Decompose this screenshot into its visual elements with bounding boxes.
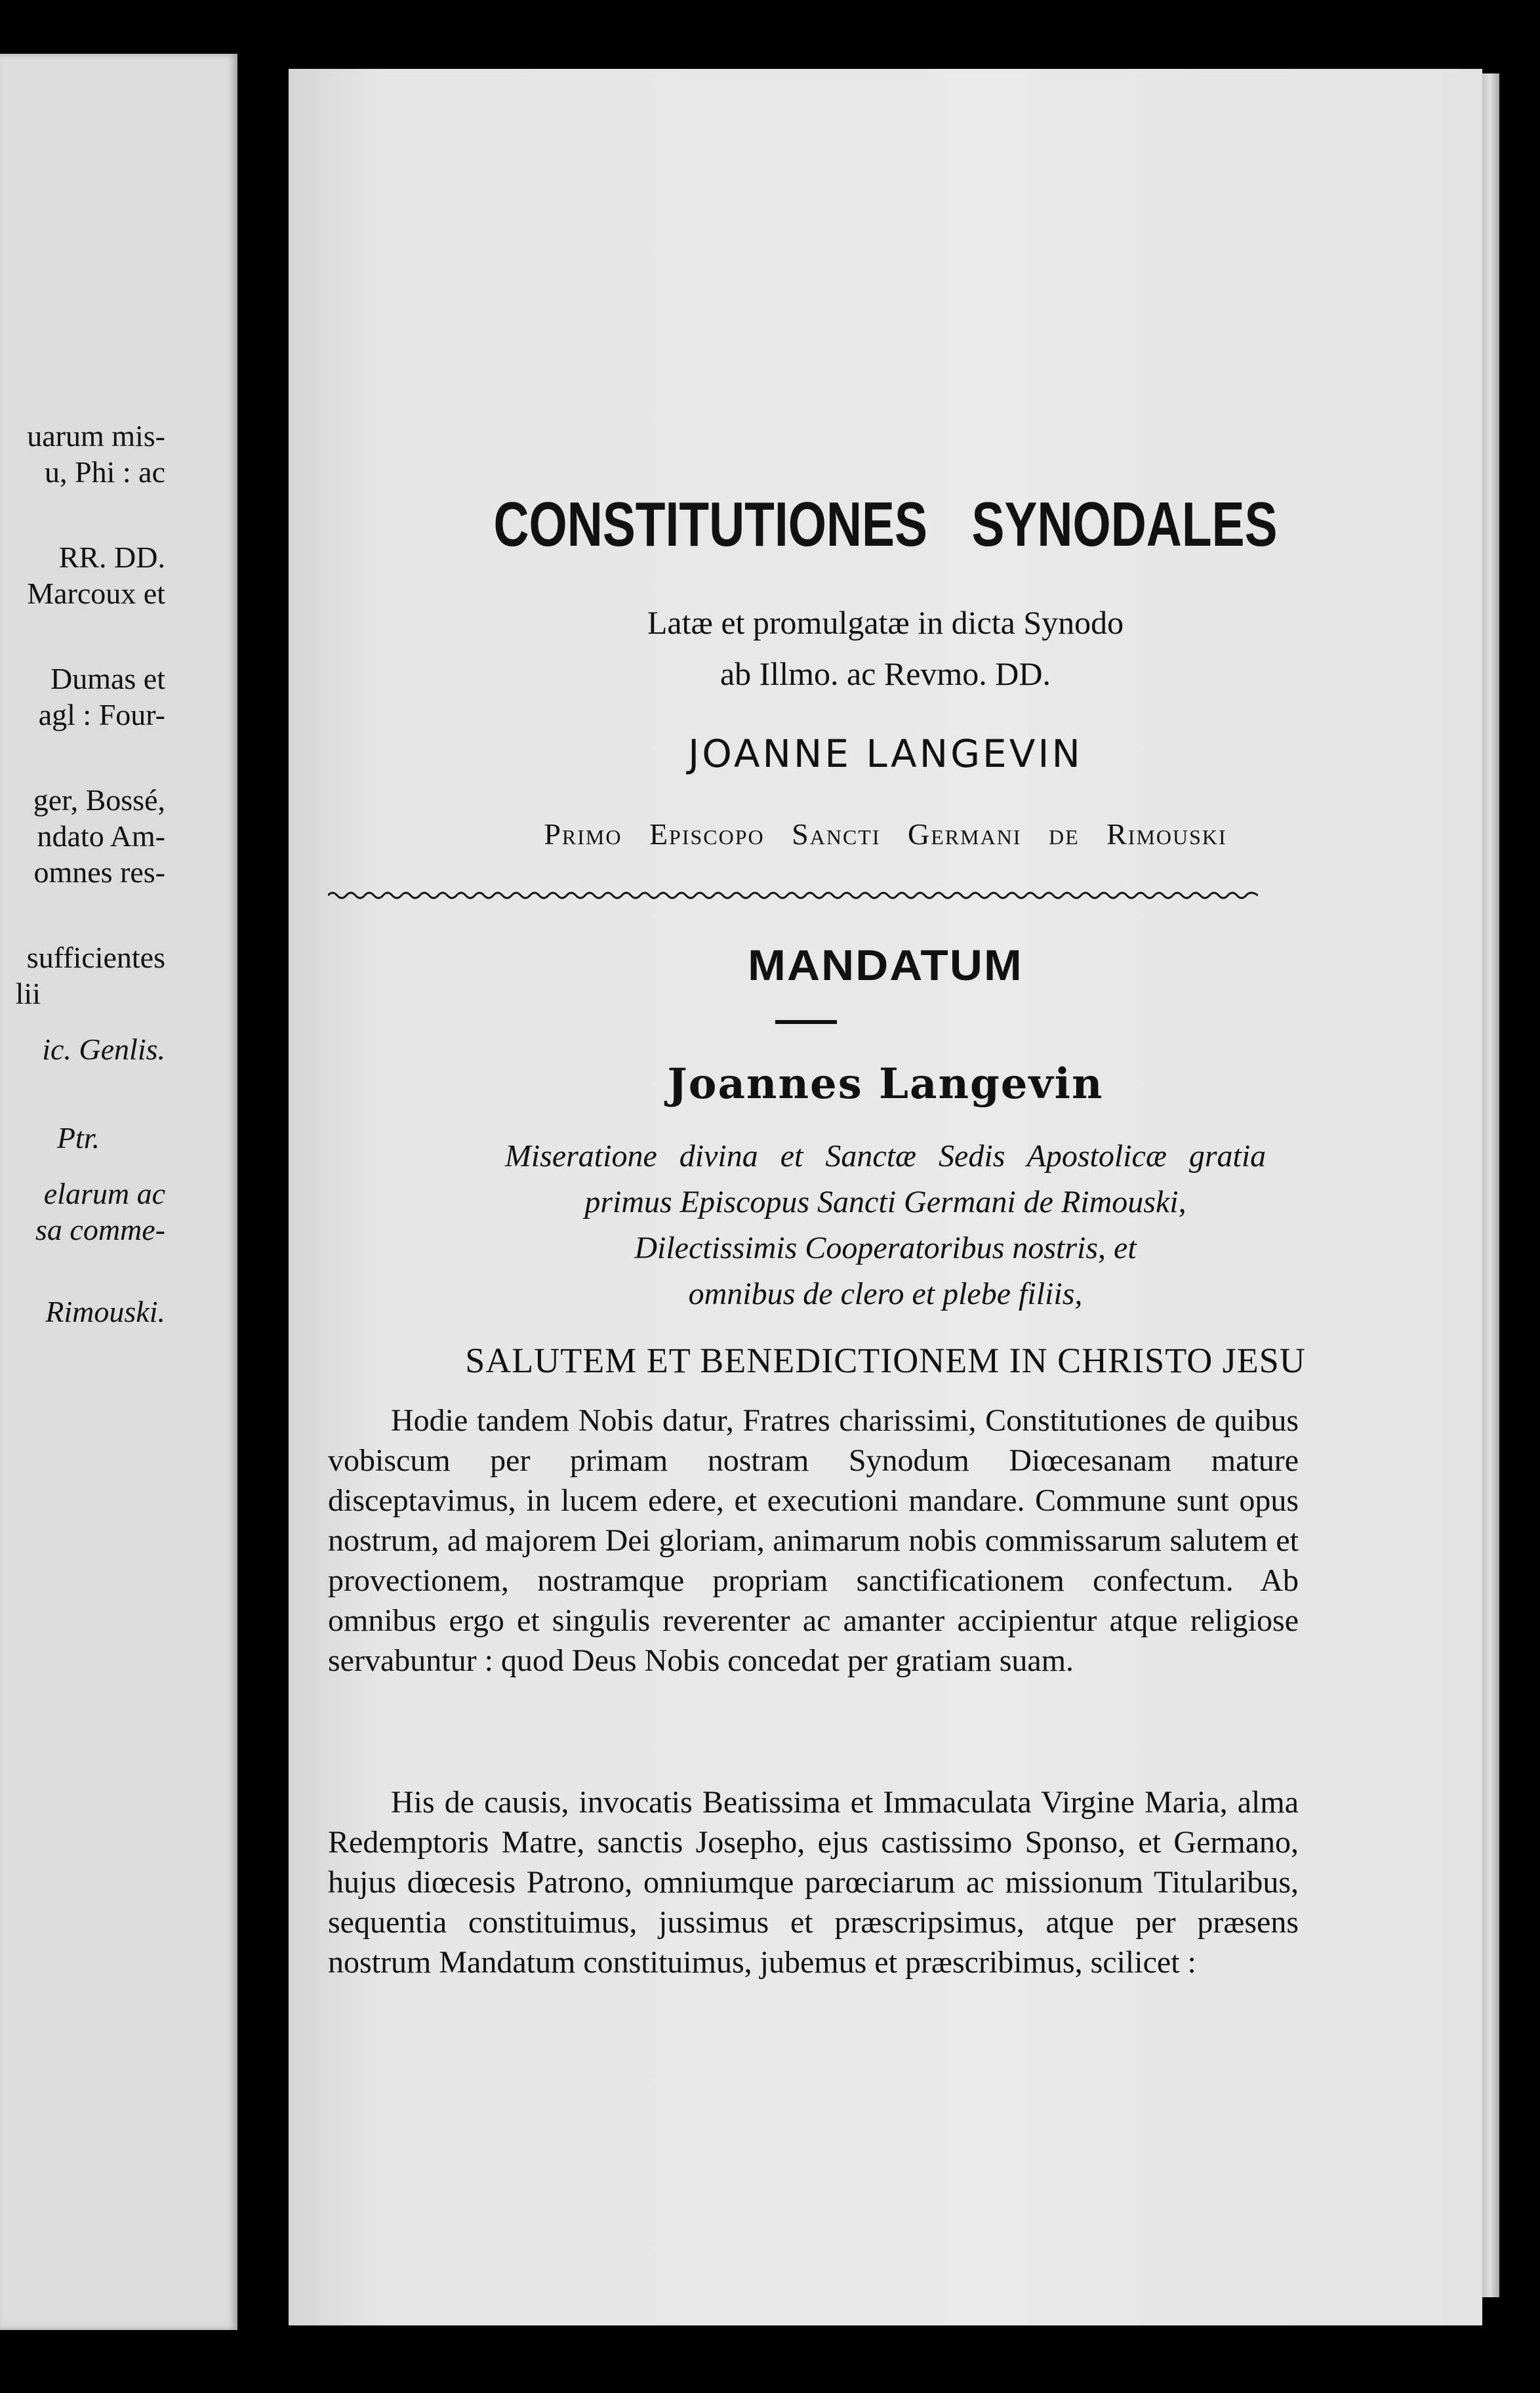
left-page-line: RR. DD. (58, 541, 165, 574)
body-paragraph-1: Hodie tandem Nobis datur, Fratres charissimi, Constitutiones de quibus vobiscum per primam nostram Synodum Diœcesanam mature disceptavimus, in lucem edere, et executioni mandare. Commune sunt opus nostrum, ad majorem Dei gloriam, animarum nobis commissarum salutem et provectionem, nostramque propriam sanctificationem confectum. Ab omnibus ergo et singulis reverenter ac amanter accipientur atque religiose servabuntur : quod Deus Nobis concedat per gratiam suam. (328, 1403, 1299, 1678)
left-page-line: lii (15, 977, 41, 1010)
short-rule-divider (775, 1020, 837, 1024)
address-line-2: primus Episcopus Sancti Germani de Rimouski, (584, 1185, 1186, 1219)
left-page-line: omnes res- (33, 855, 165, 889)
address-line-1: Miseratione divina et Sanctæ Sedis Apostolicæ gratia (504, 1139, 1266, 1174)
body-paragraph-2: His de causis, invocatis Beatissima et Immaculata Virgine Maria, alma Redemptoris Matre, sanctis Josepho, ejus castissimo Sponso, et Germano, hujus diœcesis Patrono, omniumque parœciarum ac missionum Titularibus, sequentia constituimus, jussimus et præscripsimus, atque per præsens nostrum Mandatum constituimus, jubemus et præscribimus, scilicet : (328, 1785, 1299, 1980)
address-line-3: Dilectissimis Cooperatoribus nostris, et (634, 1231, 1137, 1265)
left-page-line: uarum mis- (27, 419, 165, 453)
left-page-line: ndato Am- (37, 819, 165, 853)
address-line-4: omnibus de clero et plebe filiis, (688, 1277, 1083, 1311)
bishop-title: Primo Episcopo Sancti Germani de Rimouski (544, 817, 1227, 851)
wavy-rule-divider (328, 889, 1258, 902)
left-facing-page (0, 54, 237, 2330)
left-page-line: ic. Genlis. (42, 1033, 165, 1066)
left-page-line: Dumas et (50, 662, 165, 695)
salutation-heading: SALUTEM ET BENEDICTIONEM IN CHRISTO JESU (465, 1341, 1306, 1380)
left-page-line: Rimouski. (45, 1295, 165, 1328)
left-page-line: sa comme- (35, 1213, 165, 1246)
mandatum-heading: MANDATUM (748, 941, 1023, 989)
subtitle-line-1: Latæ et promulgatæ in dicta Synodo (647, 604, 1124, 641)
left-page-line: sufficientes (26, 941, 165, 974)
author-name: Joannes Langevin (667, 1059, 1104, 1109)
left-page-line: agl : Four- (38, 698, 165, 731)
left-page-line: Marcoux et (27, 577, 165, 610)
left-page-line: Ptr. (56, 1121, 100, 1155)
page-title: CONSTITUTIONES SYNODALES (493, 489, 1278, 560)
bishop-name: JOANNE LANGEVIN (688, 731, 1083, 776)
main-page (289, 69, 1482, 2325)
left-page-line: elarum ac (43, 1177, 165, 1210)
left-page-line: u, Phi : ac (45, 455, 165, 489)
subtitle-line-2: ab Illmo. ac Revmo. DD. (719, 655, 1051, 692)
left-page-line: ger, Bossé, (33, 783, 165, 817)
